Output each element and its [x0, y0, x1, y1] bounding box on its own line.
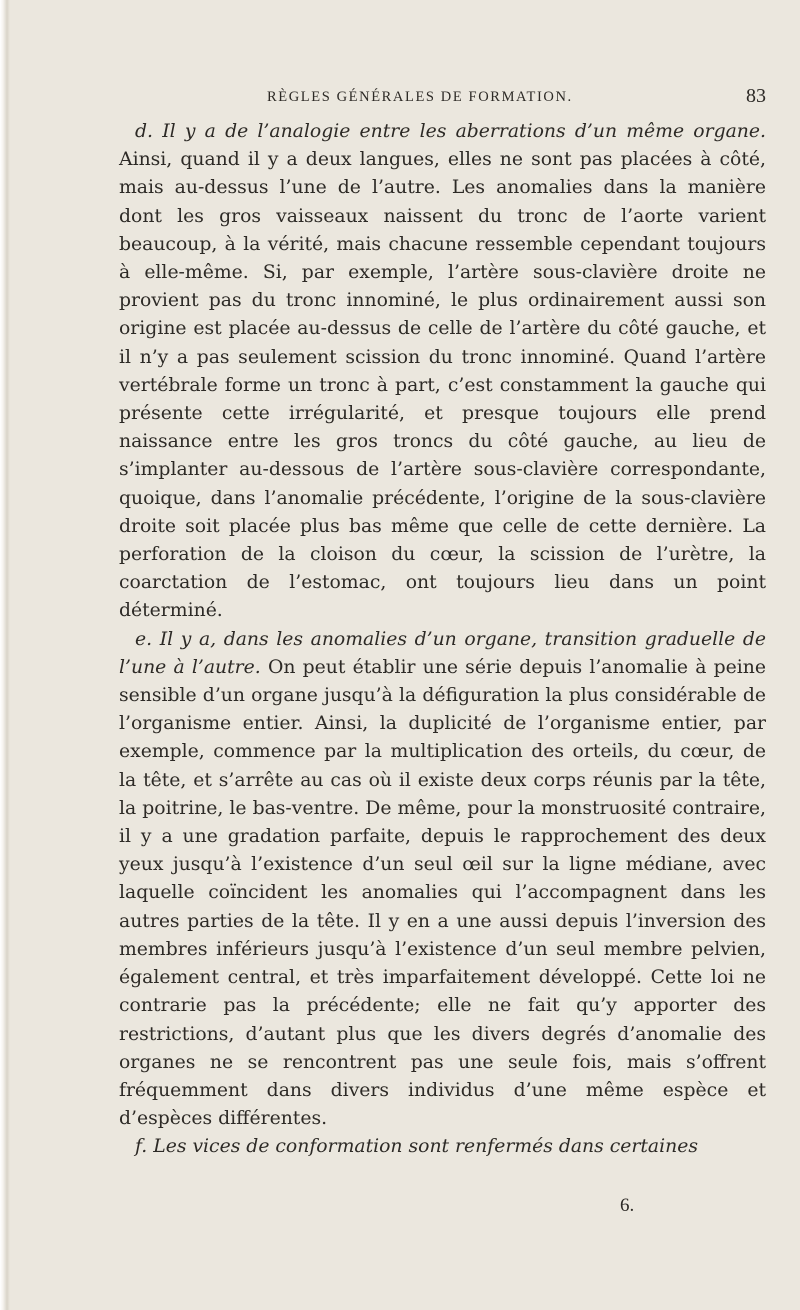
paragraph-label: d. — [135, 121, 153, 142]
paragraph-e — [119, 626, 766, 1134]
paragraph-d — [119, 118, 766, 626]
paragraph-heading: Il y a de l’analogie entre les aberrations d’un même organe. — [162, 121, 766, 142]
running-header — [119, 85, 766, 115]
paragraph-label: e. — [135, 628, 153, 650]
paragraph-f — [119, 1133, 766, 1161]
page-number: 83 — [746, 85, 766, 107]
paragraph-body: Ainsi, quand il y a deux langues, elles ne sont pas placées à côté, mais au-dessus l’une de l’autre. Les anomalies dans la manière dont les gros vaisseaux naissent du tronc de l’aorte varient beaucoup, à la vérité, mais chacune ressemble cependant toujours à elle-même. Si, par exemple, l’artère sous-clavière droite ne provient pas du tronc innominé, le plus ordinairement aussi son origine est placée au-dessus de celle de l’artère du côté gauche, et il n’y a pas seulement scission du tronc innominé. Quand l’artère vertébrale forme un tronc à part, c’est constamment la gauche qui présente cette irrégularité, et presque toujours elle prend naissance entre les gros troncs du côté gauche, au lieu de s’implanter au-dessous de l’artère sous-clavière correspondante, quoique, dans l’anomalie précédente, l’origine de la sous-clavière droite soit placée plus bas même que celle de cette dernière. La perforation de la cloison du cœur, la scission de l’urètre, la coarctation de l’estomac, ont toujours lieu dans un point déterminé. — [119, 149, 766, 622]
running-title: RÈGLES GÉNÉRALES DE FORMATION. — [267, 89, 573, 105]
paragraph-body: On peut établir une série depuis l’anomalie à peine sensible d’un organe jusqu’à la défiguration la plus considérable de l’organisme entier. Ainsi, la duplicité de l’organisme entier, par exemple, commence par la multiplication des orteils, du cœur, de la tête, et s’arrête au cas où il existe deux corps réunis par la tête, la poitrine, le bas-ventre. De même, pour la monstruosité contraire, il y a une gradation parfaite, depuis le rapprochement des deux yeux jusqu’à l’existence d’un seul œil sur la ligne médiane, avec laquelle coïncident les anomalies qui l’accompagnent dans les autres parties de la tête. Il y en a une aussi depuis l’inversion des membres inférieurs jusqu’à l’existence d’un seul membre pelvien, également central, et très imparfaitement développé. Cette loi ne contrarie pas la précédente; elle ne fait qu’y apporter des restrictions, d’autant plus que les divers degrés d’anomalie des organes ne se rencontrent pas une seule fois, mais s’offrent fréquemment dans divers individus d’une même espèce et d’espèces différentes. — [119, 656, 766, 1130]
text-block — [119, 85, 766, 1162]
paragraph-label: f. — [135, 1136, 148, 1158]
paragraph-heading: Les vices de conformation sont renfermés dans certaines — [153, 1136, 698, 1158]
signature-mark: 6. — [620, 1195, 635, 1216]
page-gutter-edge — [0, 0, 10, 1310]
paragraph-heading: Il y a, dans les anomalies d’un organe, transition graduelle de l’une à l’autre. — [119, 628, 766, 678]
